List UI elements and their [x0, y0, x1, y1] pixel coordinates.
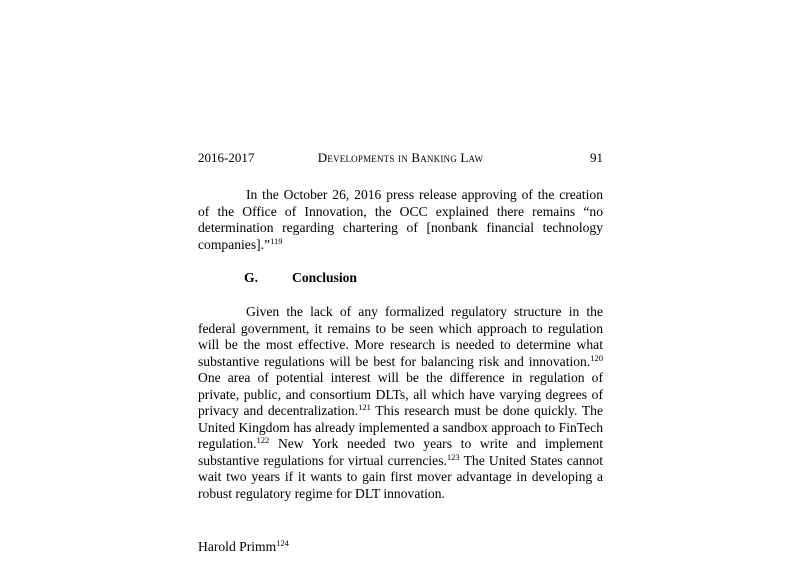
page-number: 91	[590, 150, 603, 165]
footnote-ref: 121	[358, 402, 371, 412]
paragraph-text: This research must be done quickly. The United Kingdom has already implemented a sandbox approach to FinTech regulation.	[198, 403, 604, 451]
paragraph-text: Given the lack of any formalized regulatory structure in the federal government, it remains to be seen which approach to regulation will be the most effective. More research is needed to determine what substantive regulations will be best for balancing risk and innovation.	[198, 304, 603, 369]
running-head-title: Developments in Banking Law	[317, 150, 484, 165]
paragraph-text: The United States cannot wait two years if it wants to gain first mover advantage in developing a robust regulatory regime for DLT innovation.	[198, 452, 603, 501]
paragraph-text: One area of potential interest will be the difference in regulation of private, public, and consortium DLTs, all which have varying degrees of privacy and decentralization.	[198, 370, 603, 418]
section-letter: G.	[244, 270, 258, 285]
author-name: Harold Primm	[198, 539, 277, 554]
footnote-ref: 120	[590, 352, 603, 363]
paragraph-conclusion	[198, 304, 603, 502]
paragraph-text: In the October 26, 2016 press release approving of the creation of the Office of Innovation, the OCC explained there remains “no determination regarding chartering of [nonbank financial technology companies].”	[198, 187, 603, 252]
footnote-ref: 122	[256, 435, 270, 445]
section-title: Conclusion	[292, 270, 357, 285]
section-heading	[244, 270, 357, 286]
footnote-ref: 123	[446, 451, 460, 462]
footnote-ref: 119	[270, 235, 283, 246]
footnote-ref: 124	[276, 538, 289, 548]
author-byline	[198, 539, 289, 555]
paragraph-occ-press-release	[198, 187, 603, 253]
running-head-year: 2016-2017	[198, 150, 255, 165]
paragraph-text: New York needed two years to write and implement substantive regulations for virtual currencies.	[198, 436, 603, 468]
